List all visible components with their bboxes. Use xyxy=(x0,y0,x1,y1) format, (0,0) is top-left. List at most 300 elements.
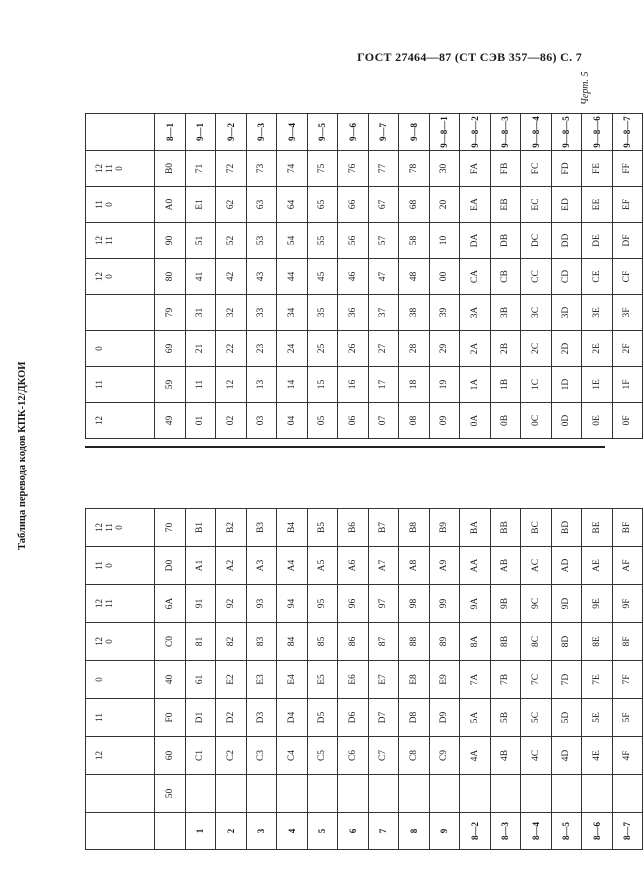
table-cell: 1F xyxy=(612,367,643,403)
table-cell: FF xyxy=(612,151,643,187)
table-cell: B9 xyxy=(429,509,460,547)
table-cell: B8 xyxy=(399,509,430,547)
table-row xyxy=(216,114,247,439)
table-cell: 92 xyxy=(216,585,247,623)
table-cell: 8A xyxy=(460,623,491,661)
table-row xyxy=(429,509,460,850)
table-cell: 74 xyxy=(277,151,308,187)
table-cell: 26 xyxy=(338,331,369,367)
table-cell: C7 xyxy=(368,737,399,775)
table-cell: 38 xyxy=(399,295,430,331)
table-row xyxy=(307,114,338,439)
table-cell: A4 xyxy=(277,547,308,585)
table-row xyxy=(399,114,430,439)
row-label: 8—7 xyxy=(612,813,643,850)
figure-caption: Черт. 5 xyxy=(580,71,591,105)
column-header: 12 xyxy=(86,737,155,775)
left-conversion-table xyxy=(85,508,643,850)
table-cell: 11 xyxy=(185,367,216,403)
table-cell: 81 xyxy=(185,623,216,661)
table-cell: 21 xyxy=(185,331,216,367)
corner-cell xyxy=(86,114,155,151)
table-cell: 25 xyxy=(307,331,338,367)
table-cell: FC xyxy=(521,151,552,187)
table-cell: BC xyxy=(521,509,552,547)
table-cell: 08 xyxy=(399,403,430,439)
table-row xyxy=(429,114,460,439)
table-cell: D3 xyxy=(246,699,277,737)
table-row xyxy=(612,114,643,439)
table-cell: CA xyxy=(460,259,491,295)
table-cell: 9C xyxy=(521,585,552,623)
table-cell: 39 xyxy=(429,295,460,331)
table-cell: DC xyxy=(521,223,552,259)
table-cell: E8 xyxy=(399,661,430,699)
table-cell: A3 xyxy=(246,547,277,585)
table-cell: C8 xyxy=(399,737,430,775)
table-cell: A5 xyxy=(307,547,338,585)
table-cell: 5A xyxy=(460,699,491,737)
table-cell: 09 xyxy=(429,403,460,439)
page-header: ГОСТ 27464—87 (СТ СЭВ 357—86) С. 7 xyxy=(357,50,582,64)
table-cell: BE xyxy=(582,509,613,547)
column-header: 11 0 xyxy=(86,547,155,585)
table-cell: 40 xyxy=(155,661,186,699)
table-row xyxy=(460,509,491,850)
table-cell: E5 xyxy=(307,661,338,699)
table-cell: 04 xyxy=(277,403,308,439)
column-header: 11 0 xyxy=(86,187,155,223)
table-cell xyxy=(185,775,216,813)
table-cell: FA xyxy=(460,151,491,187)
table-cell xyxy=(612,775,643,813)
table-cell: 1B xyxy=(490,367,521,403)
row-label: 9—8 xyxy=(399,114,430,151)
table-cell: A7 xyxy=(368,547,399,585)
table-cell: B6 xyxy=(338,509,369,547)
column-header: 0 xyxy=(86,661,155,699)
header-row xyxy=(86,114,155,439)
table-row xyxy=(612,509,643,850)
row-label: 9—1 xyxy=(185,114,216,151)
table-row xyxy=(521,509,552,850)
table-cell: 22 xyxy=(216,331,247,367)
table-cell: 13 xyxy=(246,367,277,403)
table-cell: EA xyxy=(460,187,491,223)
table-cell: AE xyxy=(582,547,613,585)
table-cell: B5 xyxy=(307,509,338,547)
table-cell: E9 xyxy=(429,661,460,699)
table-cell: 29 xyxy=(429,331,460,367)
table-cell: CF xyxy=(612,259,643,295)
table-cell: 01 xyxy=(185,403,216,439)
table-cell: 5D xyxy=(551,699,582,737)
table-cell: 78 xyxy=(399,151,430,187)
column-header: 11 xyxy=(86,367,155,403)
column-header xyxy=(86,775,155,813)
table-cell: 94 xyxy=(277,585,308,623)
row-label: 8—6 xyxy=(582,813,613,850)
table-cell xyxy=(307,775,338,813)
table-cell: 45 xyxy=(307,259,338,295)
table-cell: 6A xyxy=(155,585,186,623)
rotated-table-area xyxy=(17,28,633,850)
table-cell: 44 xyxy=(277,259,308,295)
table-row xyxy=(368,114,399,439)
table-cell: 4A xyxy=(460,737,491,775)
table-cell xyxy=(521,775,552,813)
table-cell: 93 xyxy=(246,585,277,623)
table-cell: 59 xyxy=(155,367,186,403)
row-label: 3 xyxy=(246,813,277,850)
table-cell: DF xyxy=(612,223,643,259)
table-cell: 1D xyxy=(551,367,582,403)
row-label: 8—3 xyxy=(490,813,521,850)
table-row xyxy=(277,509,308,850)
table-cell: 99 xyxy=(429,585,460,623)
row-label: 9—6 xyxy=(338,114,369,151)
table-cell xyxy=(277,775,308,813)
table-cell: BA xyxy=(460,509,491,547)
table-cell: 70 xyxy=(155,509,186,547)
table-cell: 76 xyxy=(338,151,369,187)
table-cell: 17 xyxy=(368,367,399,403)
table-cell: 79 xyxy=(155,295,186,331)
table-cell: 4C xyxy=(521,737,552,775)
table-cell: DA xyxy=(460,223,491,259)
row-label: 9—8—4 xyxy=(521,114,552,151)
table-cell: 8D xyxy=(551,623,582,661)
row-label: 9—8—7 xyxy=(612,114,643,151)
table-cell: C6 xyxy=(338,737,369,775)
table-cell: 46 xyxy=(338,259,369,295)
table-cell: 89 xyxy=(429,623,460,661)
table-row xyxy=(490,114,521,439)
table-cell: E3 xyxy=(246,661,277,699)
table-cell: 23 xyxy=(246,331,277,367)
table-cell: E6 xyxy=(338,661,369,699)
table-cell: 82 xyxy=(216,623,247,661)
table-cell: 7F xyxy=(612,661,643,699)
table-cell: 0A xyxy=(460,403,491,439)
table-row xyxy=(399,509,430,850)
table-cell: CE xyxy=(582,259,613,295)
table-cell: 42 xyxy=(216,259,247,295)
table-cell: 19 xyxy=(429,367,460,403)
table-row xyxy=(307,509,338,850)
table-cell: B1 xyxy=(185,509,216,547)
table-cell: 67 xyxy=(368,187,399,223)
row-label: 9—8—2 xyxy=(460,114,491,151)
table-cell: 5C xyxy=(521,699,552,737)
table-row xyxy=(338,509,369,850)
table-cell: 30 xyxy=(429,151,460,187)
table-row xyxy=(338,114,369,439)
table-cell: 48 xyxy=(399,259,430,295)
table-row xyxy=(551,114,582,439)
table-cell: 7E xyxy=(582,661,613,699)
row-label: 9 xyxy=(429,813,460,850)
table-cell: 2F xyxy=(612,331,643,367)
table-cell: 1A xyxy=(460,367,491,403)
table-cell: 66 xyxy=(338,187,369,223)
table-cell: 0D xyxy=(551,403,582,439)
table-cell: 91 xyxy=(185,585,216,623)
table-cell: 84 xyxy=(277,623,308,661)
table-cell: 27 xyxy=(368,331,399,367)
table-cell: 31 xyxy=(185,295,216,331)
table-cell: 03 xyxy=(246,403,277,439)
table-cell: 32 xyxy=(216,295,247,331)
table-cell: 68 xyxy=(399,187,430,223)
table-cell xyxy=(429,775,460,813)
table-cell: C5 xyxy=(307,737,338,775)
table-cell: D1 xyxy=(185,699,216,737)
table-cell: 02 xyxy=(216,403,247,439)
table-cell: FD xyxy=(551,151,582,187)
table-cell: 3A xyxy=(460,295,491,331)
table-cell: 72 xyxy=(216,151,247,187)
table-cell: 52 xyxy=(216,223,247,259)
table-cell: D4 xyxy=(277,699,308,737)
table-cell: 1E xyxy=(582,367,613,403)
table-cell: 20 xyxy=(429,187,460,223)
table-cell: 2C xyxy=(521,331,552,367)
table-cell: 35 xyxy=(307,295,338,331)
table-cell: E7 xyxy=(368,661,399,699)
table-cell: A2 xyxy=(216,547,247,585)
table-row xyxy=(368,509,399,850)
table-cell: C4 xyxy=(277,737,308,775)
table-cell: D9 xyxy=(429,699,460,737)
corner-cell xyxy=(86,813,155,850)
table-cell: B2 xyxy=(216,509,247,547)
table-cell: 83 xyxy=(246,623,277,661)
row-label: 8—4 xyxy=(521,813,552,850)
table-cell: D7 xyxy=(368,699,399,737)
table-cell: C2 xyxy=(216,737,247,775)
table-cell xyxy=(582,775,613,813)
table-cell: 50 xyxy=(155,775,186,813)
row-label: 9—8—3 xyxy=(490,114,521,151)
table-cell: 3F xyxy=(612,295,643,331)
table-cell xyxy=(460,775,491,813)
table-cell: 0E xyxy=(582,403,613,439)
table-cell: AF xyxy=(612,547,643,585)
table-cell: 8E xyxy=(582,623,613,661)
table-cell: 14 xyxy=(277,367,308,403)
table-cell: 5B xyxy=(490,699,521,737)
row-label: 9—8—6 xyxy=(582,114,613,151)
table-row xyxy=(582,114,613,439)
table-cell: 7B xyxy=(490,661,521,699)
table-cell: ED xyxy=(551,187,582,223)
row-label: 9—8—5 xyxy=(551,114,582,151)
table-cell: 61 xyxy=(185,661,216,699)
table-cell xyxy=(551,775,582,813)
table-cell: 64 xyxy=(277,187,308,223)
table-cell: CC xyxy=(521,259,552,295)
table-cell: A6 xyxy=(338,547,369,585)
table-cell: 06 xyxy=(338,403,369,439)
table-cell: 95 xyxy=(307,585,338,623)
table-cell: 87 xyxy=(368,623,399,661)
table-cell: 9B xyxy=(490,585,521,623)
table-cell: 3C xyxy=(521,295,552,331)
table-cell: 10 xyxy=(429,223,460,259)
table-cell: 71 xyxy=(185,151,216,187)
table-cell: 07 xyxy=(368,403,399,439)
table-cell: 9D xyxy=(551,585,582,623)
table-cell: 41 xyxy=(185,259,216,295)
table-cell: BF xyxy=(612,509,643,547)
column-header: 12 11 xyxy=(86,223,155,259)
row-label: 9—2 xyxy=(216,114,247,151)
table-row xyxy=(246,114,277,439)
table-cell: 86 xyxy=(338,623,369,661)
table-cell: A1 xyxy=(185,547,216,585)
table-cell: E1 xyxy=(185,187,216,223)
row-label: 8—2 xyxy=(460,813,491,850)
table-cell: 98 xyxy=(399,585,430,623)
column-header: 12 0 xyxy=(86,259,155,295)
table-cell: 05 xyxy=(307,403,338,439)
row-label: 7 xyxy=(368,813,399,850)
table-cell: 65 xyxy=(307,187,338,223)
table-cell: 4B xyxy=(490,737,521,775)
row-label: 8—5 xyxy=(551,813,582,850)
table-cell: 96 xyxy=(338,585,369,623)
table-row xyxy=(185,114,216,439)
table-cell: B7 xyxy=(368,509,399,547)
table-cell: 80 xyxy=(155,259,186,295)
row-label: 9—4 xyxy=(277,114,308,151)
table-cell: 7A xyxy=(460,661,491,699)
table-cell: 33 xyxy=(246,295,277,331)
row-label: 9—5 xyxy=(307,114,338,151)
table-cell: 47 xyxy=(368,259,399,295)
table-cell: 0F xyxy=(612,403,643,439)
table-row xyxy=(155,114,186,439)
column-header: 11 xyxy=(86,699,155,737)
table-cell: 3B xyxy=(490,295,521,331)
table-cell: 37 xyxy=(368,295,399,331)
header-row xyxy=(86,509,155,850)
table-row xyxy=(582,509,613,850)
table-cell: 97 xyxy=(368,585,399,623)
table-cell: 4D xyxy=(551,737,582,775)
table-cell: 0C xyxy=(521,403,552,439)
table-cell: EC xyxy=(521,187,552,223)
table-divider xyxy=(85,446,605,448)
table-cell: FE xyxy=(582,151,613,187)
table-row xyxy=(155,509,186,850)
table-row xyxy=(460,114,491,439)
table-cell: E2 xyxy=(216,661,247,699)
table-cell: D2 xyxy=(216,699,247,737)
table-cell: FB xyxy=(490,151,521,187)
table-cell: A0 xyxy=(155,187,186,223)
table-cell: 2A xyxy=(460,331,491,367)
table-row xyxy=(551,509,582,850)
table-cell: 9A xyxy=(460,585,491,623)
table-cell: 8B xyxy=(490,623,521,661)
table-cell: AB xyxy=(490,547,521,585)
table-cell: D6 xyxy=(338,699,369,737)
table-cell: 5F xyxy=(612,699,643,737)
table-cell: B3 xyxy=(246,509,277,547)
table-row xyxy=(216,509,247,850)
table-cell: 55 xyxy=(307,223,338,259)
table-cell: C9 xyxy=(429,737,460,775)
table-cell: 0B xyxy=(490,403,521,439)
table-cell: 3E xyxy=(582,295,613,331)
table-cell: 8C xyxy=(521,623,552,661)
table-cell: D5 xyxy=(307,699,338,737)
table-cell: 1C xyxy=(521,367,552,403)
table-cell: A9 xyxy=(429,547,460,585)
table-cell: CB xyxy=(490,259,521,295)
table-cell: 28 xyxy=(399,331,430,367)
table-cell: DD xyxy=(551,223,582,259)
table-cell: 7D xyxy=(551,661,582,699)
table-cell: 49 xyxy=(155,403,186,439)
row-label: 1 xyxy=(185,813,216,850)
table-cell: D8 xyxy=(399,699,430,737)
column-header: 12 11 0 xyxy=(86,151,155,187)
table-cell: E4 xyxy=(277,661,308,699)
table-cell: C1 xyxy=(185,737,216,775)
table-cell: F0 xyxy=(155,699,186,737)
table-cell xyxy=(368,775,399,813)
table-cell: BD xyxy=(551,509,582,547)
column-header: 0 xyxy=(86,331,155,367)
table-cell: 54 xyxy=(277,223,308,259)
row-label: 9—7 xyxy=(368,114,399,151)
table-cell xyxy=(338,775,369,813)
table-cell: 57 xyxy=(368,223,399,259)
table-cell: 56 xyxy=(338,223,369,259)
table-cell: A8 xyxy=(399,547,430,585)
table-cell: 7C xyxy=(521,661,552,699)
table-row xyxy=(490,509,521,850)
table-cell xyxy=(490,775,521,813)
table-cell: 88 xyxy=(399,623,430,661)
right-conversion-table xyxy=(85,113,643,439)
table-cell: C0 xyxy=(155,623,186,661)
table-cell xyxy=(399,775,430,813)
row-label: 8—1 xyxy=(155,114,186,151)
row-label xyxy=(155,813,186,850)
table-cell: 9E xyxy=(582,585,613,623)
table-cell: 60 xyxy=(155,737,186,775)
table-cell: 77 xyxy=(368,151,399,187)
table-cell: 2B xyxy=(490,331,521,367)
table-cell: 15 xyxy=(307,367,338,403)
row-label: 9—8—1 xyxy=(429,114,460,151)
table-cell: BB xyxy=(490,509,521,547)
table-cell: 16 xyxy=(338,367,369,403)
table-cell: D0 xyxy=(155,547,186,585)
table-cell: 4F xyxy=(612,737,643,775)
column-header: 12 11 0 xyxy=(86,509,155,547)
table-cell: 73 xyxy=(246,151,277,187)
table-row xyxy=(521,114,552,439)
row-label: 4 xyxy=(277,813,308,850)
table-cell: DE xyxy=(582,223,613,259)
table-cell: 34 xyxy=(277,295,308,331)
table-cell: 24 xyxy=(277,331,308,367)
